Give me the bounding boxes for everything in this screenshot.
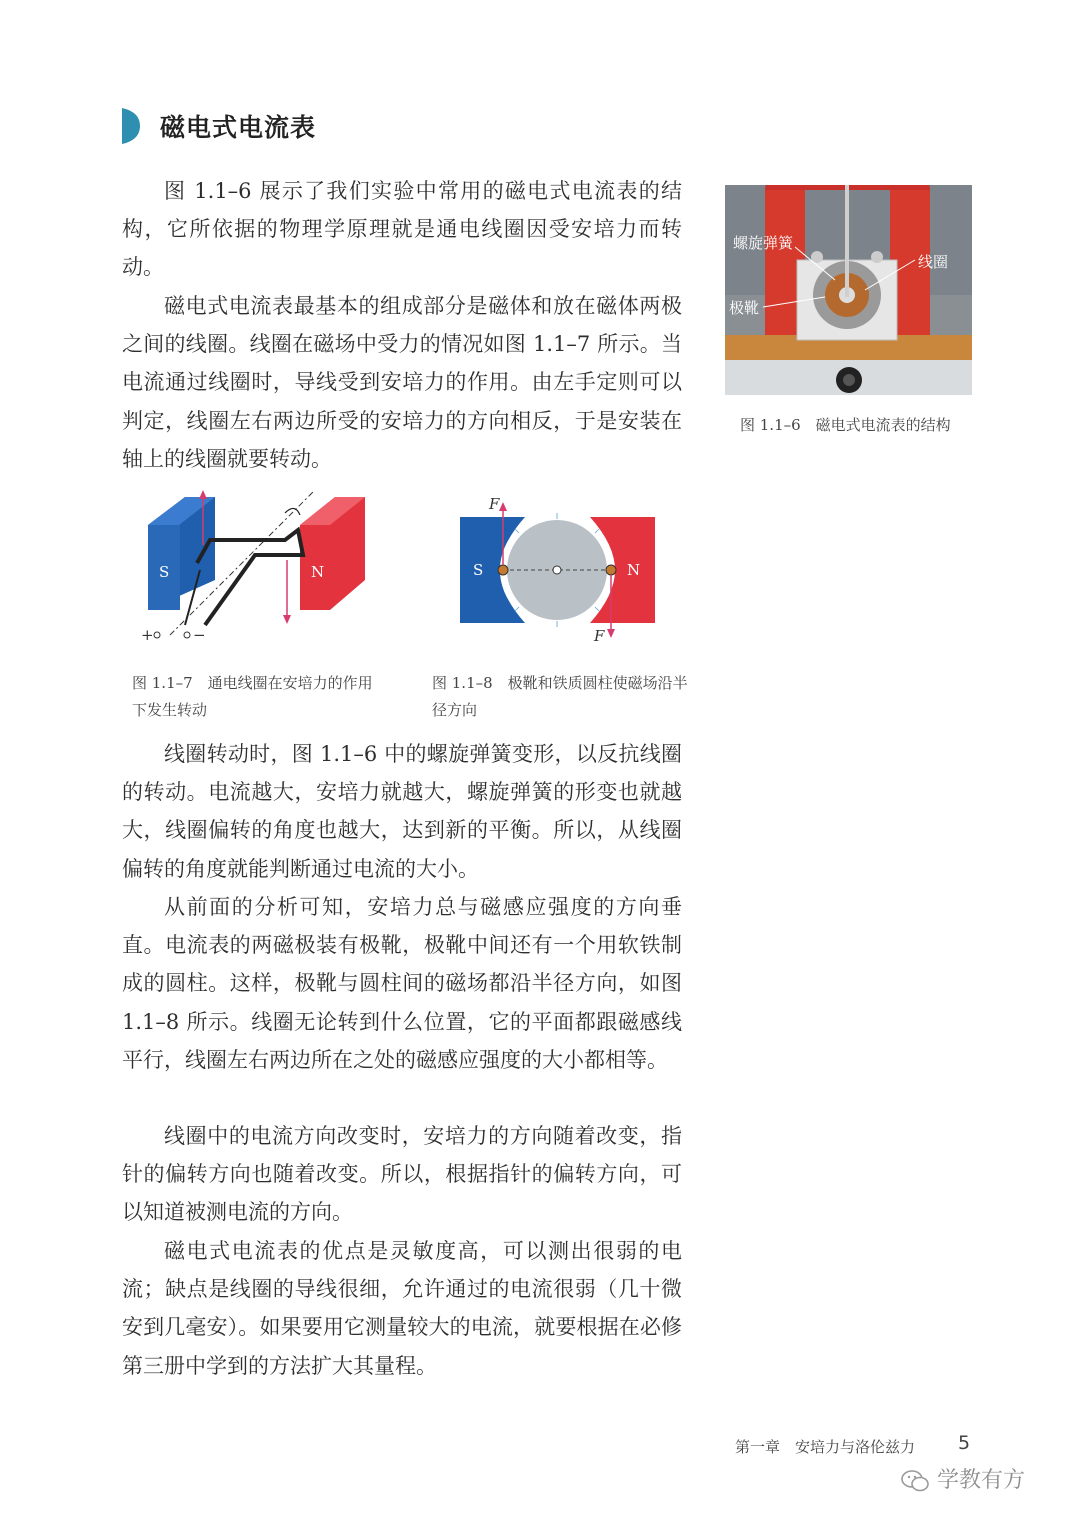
section-marker-icon bbox=[120, 108, 140, 144]
label-n-pole: N bbox=[311, 563, 325, 581]
caption-fig-1-1-8: 图 1.1–8 极靴和铁质圆柱使磁场沿半径方向 bbox=[432, 674, 688, 719]
page-number: 5 bbox=[958, 1432, 971, 1454]
label-pole-shoe: 极靴 bbox=[729, 299, 760, 317]
label-s-pole: S bbox=[159, 563, 170, 581]
wechat-icon bbox=[900, 1468, 930, 1494]
label-s-pole-2: S bbox=[473, 561, 484, 579]
label-spring: 螺旋弹簧 bbox=[733, 234, 794, 252]
caption-fig-1-1-6: 图 1.1–6 磁电式电流表的结构 bbox=[740, 416, 951, 434]
paragraph-4: 从前面的分析可知，安培力总与磁感应强度的方向垂直。电流表的两磁极装有极靴，极靴中间还有一个用软铁制成的圆柱。这样，极靴与圆柱间的磁场都沿半径方向，如图 1.1–8 所示。线圈无论转到什么位置，它的平面都跟磁感线平行，线圈左右两边所在之处的磁感应强度的大小都相等。 bbox=[122, 895, 682, 1072]
caption-fig-1-1-7: 图 1.1–7 通电线圈在安培力的作用下发生转动 bbox=[132, 674, 373, 719]
watermark bbox=[900, 1463, 1025, 1494]
paragraph-1: 图 1.1–6 展示了我们实验中常用的磁电式电流表的结构，它所依据的物理学原理就是通电线圈因受安培力而转动。 bbox=[122, 179, 682, 280]
paragraph-3: 线圈转动时，图 1.1–6 中的螺旋弹簧变形，以反抗线圈的转动。电流越大，安培力就越大，螺旋弹簧的形变也就越大，线圈偏转的角度也越大，达到新的平衡。所以，从线圈偏转的角度就能判断通过电流的大小。 bbox=[122, 742, 682, 881]
watermark-text: 学教有方 bbox=[937, 1468, 1026, 1493]
footer-chapter: 第一章 安培力与洛伦兹力 bbox=[735, 1438, 916, 1456]
coil-rotation-diagram bbox=[135, 485, 380, 645]
section-title: 磁电式电流表 bbox=[160, 113, 317, 142]
label-n-pole-2: N bbox=[627, 561, 641, 579]
paragraph-2: 磁电式电流表最基本的组成部分是磁体和放在磁体两极之间的线圈。线圈在磁场中受力的情况如图 1.1–7 所示。当电流通过线圈时，导线受到安培力的作用。由左手定则可以判定，线圈左右两边所受的安培力的方向相反，于是安装在轴上的线圈就要转动。 bbox=[122, 294, 682, 471]
galvanometer-photo bbox=[725, 185, 972, 395]
paragraph-5: 线圈中的电流方向改变时，安培力的方向随着改变，指针的偏转方向也随着改变。所以，根据指针的偏转方向，可以知道被测电流的方向。 bbox=[122, 1124, 682, 1225]
radial-field-diagram bbox=[455, 495, 660, 645]
label-minus: − bbox=[193, 626, 206, 644]
label-force-top: F bbox=[489, 495, 500, 513]
label-force-bottom: F bbox=[594, 627, 605, 645]
label-coil: 线圈 bbox=[918, 253, 949, 271]
paragraph-6: 磁电式电流表的优点是灵敏度高，可以测出很弱的电流；缺点是线圈的导线很细，允许通过的电流很弱（几十微安到几毫安）。如果要用它测量较大的电流，就要根据在必修第三册中学到的方法扩大其量程。 bbox=[122, 1239, 682, 1378]
label-plus: + bbox=[141, 626, 154, 644]
